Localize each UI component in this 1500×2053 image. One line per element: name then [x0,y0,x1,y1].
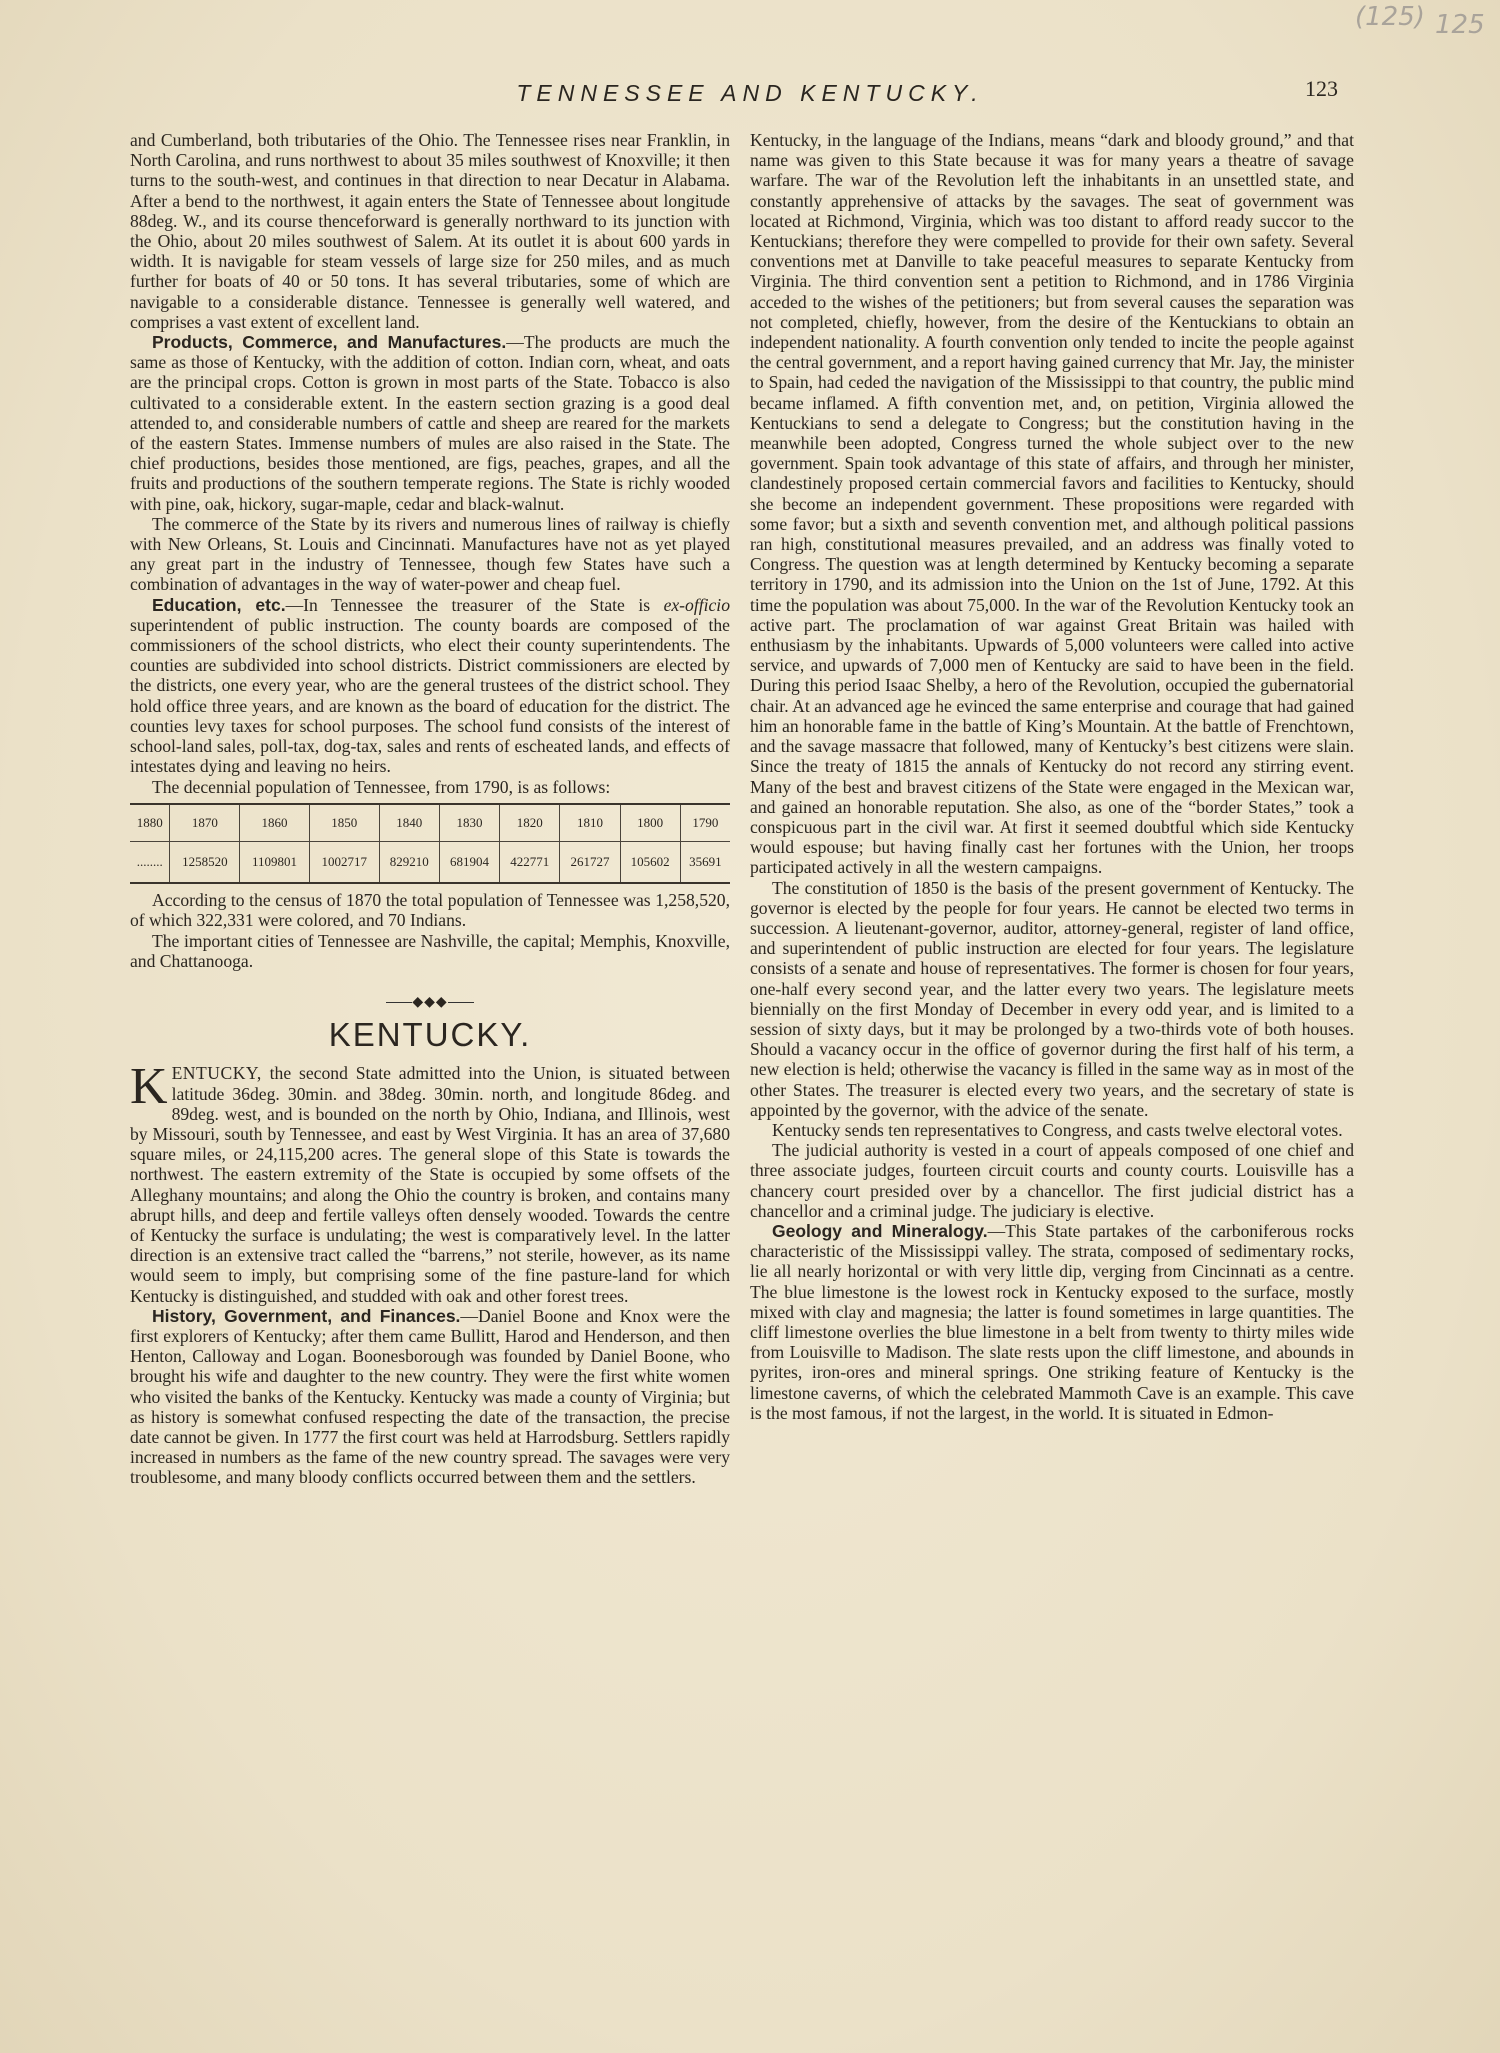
table-header-cell: 1880 [130,804,170,842]
table-header-cell: 1850 [309,804,379,842]
table-header-cell: 1830 [439,804,499,842]
paragraph-text: —In Tennessee the treasurer of the State is [285,594,664,615]
section-heading: Products, Commerce, and Manufactures. [152,332,507,353]
section-heading: Geology and Mineralogy. [772,1220,988,1241]
table-header-cell: 1790 [680,804,730,842]
ornament-divider: ◆◆◆ [130,993,730,1013]
table-header-cell: 1860 [240,804,309,842]
table-cell: 261727 [560,841,620,883]
table-cell: 1002717 [309,841,379,883]
population-table [130,803,730,884]
paragraph [130,1058,730,1306]
table-cell: 105602 [620,841,680,883]
italic-term: ex-officio [663,594,730,615]
lead-word: ENTUCKY, [171,1063,262,1084]
paragraph: and Cumberland, both tributaries of the Ohio. The Tennessee rises near Franklin, in North Carolina, and runs northwest to about 35 miles southwest of Knoxville; it then turns to the south-west, and continues in that direction to near Decatur in Alabama. After a bend to the northwest, it again enters the State of Tennessee about longitude 88deg. W., and its course thenceforward is generally northward to its junction with the Ohio, about 20 miles southwest of Salem. At its outlet it is about 600 yards in width. It is navigable for steam vessels of large size for 250 miles, and as much further for boats of 40 or 50 tons. It has several tributaries, some of which are navigable to a considerable distance. Tennessee is generally well watered, and comprises a vast extent of excellent land. [130,130,730,332]
table-header-cell: 1810 [560,804,620,842]
right-column [750,130,1354,1423]
table-cell: 681904 [439,841,499,883]
paragraph: The decennial population of Tennessee, from 1790, is as follows: [152,776,611,797]
section-heading: Education, etc. [152,594,286,615]
paragraph: Kentucky, in the language of the Indians, means “dark and bloody ground,” and that name was given to this State because it was for many years a theatre of savage warfare. The war of the Revolution left the inhabitants in an unsettled state, and constantly apprehensive of attacks by the savages. The seat of government was located at Richmond, Virginia, which was too distant to afford ready succor to the Kentuckians; therefore they were compelled to provide for their own safety. Several conventions met at Danville to take peaceful measures to separate Kentucky from Virginia. The third convention sent a petition to Richmond, and in 1786 Virginia acceded to the wishes of the petitioners; but from several causes the separation was not completed, chiefly, however, from the desire of the Kentuckians to obtain an independent nationality. A fourth convention only tended to incite the people against the central government, and a report having gained currency that Mr. Jay, the minister to Spain, had ceded the navigation of the Mississippi to that country, the public mind became inflamed. A fifth convention met, and, on petition, Virginia allowed the Kentuckians to send a delegate to Congress; but the constitution having in the meanwhile been adopted, Congress turned the whole subject over to the new government. Spain took advantage of this state of affairs, and through her minister, clandestinely proposed certain commercial favors and facilities to Kentucky, should she become an independent government. These propositions were regarded with some favor; but a sixth and seventh convention met, and although political passions ran high, constitutional measures prevailed, and an address was finally voted to Congress. The question was at length determined by Kentucky becoming a separate territory in 1790, and its admission into the Union on the 1st of June, 1792. At this time the population was about 75,000. In the war of the Revolution Kentucky took an active part. The proclamation of war against Great Britain was hailed with enthusiasm by the inhabitants. Upwards of 5,000 volunteers were called into active service, and upwards of 7,000 men of Kentucky are said to have been in the field. During this period Isaac Shelby, a hero of the Revolution, occupied the gubernatorial chair. At an advanced age he evinced the same enterprise and courage that had gained him an honorable fame in the battle of King’s Mountain. At the battle of Frenchtown, and the savage massacre that followed, many of Kentucky’s best citizens were slain. Since the treaty of 1815 the annals of Kentucky do not record any stirring event. Many of the best and bravest citizens of the State were engaged in the Mexican war, and gained an honorable reputation. She also, as one of the “border States,” took a conspicuous part in the civil war. At first it seemed doubtful which side Kentucky would espouse; but having finally cast her fortunes with the Union, her troops participated actively in all the western campaigns. [750,130,1354,878]
pencil-note-left: (125) [1355,2,1425,32]
table-cell: 1258520 [170,841,240,883]
table-cell: ........ [136,853,163,869]
table-row [130,841,730,883]
paragraph: According to the census of 1870 the total population of Tennessee was 1,258,520, of which 322,331 were colored, and 70 Indians. [130,890,730,931]
section-heading: History, Government, and Finances. [152,1305,461,1326]
paragraph-text: —The products are much the same as those of Kentucky, with the addition of cotton. Indian corn, wheat, and oats are the principal crops. Cotton is grown in most parts of the State. Tobacco is also cultivated to a considerable extent. In the eastern section grazing is a good deal attended to, and considerable numbers of cattle and sheep are reared for the markets of the eastern States. Immense numbers of mules are also raised in the State. The chief productions, besides those mentioned, are figs, peaches, grapes, and all the fruits and productions of the southern temperate regions. The State is richly wooded with pine, oak, hickory, sugar-maple, cedar and black-walnut. [130,332,730,514]
paragraph [750,1221,1354,1423]
paragraph: The important cities of Tennessee are Nashville, the capital; Memphis, Knoxville, and Chattanooga. [130,930,730,971]
section-title: KENTUCKY. [328,1016,532,1054]
paragraph-text: superintendent of public instruction. The county boards are composed of the commissioners of the school districts, who elect their county superintendents. The counties are subdivided into school districts. District commissioners are elected by the districts, one every year, who are the general trustees of the district school. They hold office three years, and are known as the board of education for the district. The counties levy taxes for school purposes. The school fund consists of the interest of school-land sales, poll-tax, dog-tax, sales and rents of escheated lands, and effects of intestates dying and leaving no heirs. [130,614,730,777]
table-header-cell: 1840 [379,804,439,842]
table-header-row [130,804,730,842]
table-cell: 829210 [379,841,439,883]
table-cell: 422771 [500,841,560,883]
paragraph-text: —This State partakes of the carboniferous rocks characteristic of the Mississippi valley. The strata, composed of sedimentary rocks, lie all nearly horizontal or with very little dip, verging from Cincinnati as a centre. The blue limestone is the lowest rock in Kentucky exposed to the surface, mostly mixed with clay and magnesia; the latter is found sometimes in large quantities. The cliff limestone overlies the blue limestone in a belt from twenty to thirty miles wide from Louisville to Madison. The slate rests upon the cliff limestone, and abounds in pyrites, iron-ores and mineral springs. One striking feature of Kentucky is the limestone caverns, of which the celebrated Mammoth Cave is an example. This cave is the most famous, if not the largest, in the world. It is situated in Edmon- [750,1220,1354,1423]
table-header-cell: 1870 [170,804,240,842]
table-header-cell: 1800 [620,804,680,842]
table-header-cell: 1820 [500,804,560,842]
paragraph: Kentucky sends ten representatives to Congress, and casts twelve electoral votes. [772,1119,1343,1140]
paragraph [130,1306,730,1488]
paragraph [130,595,730,777]
page-number: 123 [1305,76,1338,101]
pencil-note-right: 125 [1435,10,1485,40]
drop-cap: K [130,1058,168,1116]
paragraph: The judicial authority is vested in a court of appeals composed of one chief and three associate judges, fourteen circuit courts and county courts. Louisville has a chancery court presided over by a chancellor. The first judicial district has a chancellor and a criminal judge. The judiciary is elective. [750,1140,1354,1221]
paragraph: The commerce of the State by its rivers and numerous lines of railway is chiefly with New Orleans, St. Louis and Cincinnati. Manufactures have not as yet played any great part in the industry of Tennessee, though few States have such a combination of advantages in the way of water-power and cheap fuel. [130,513,730,595]
paragraph: The constitution of 1850 is the basis of the present government of Kentucky. The governor is elected by the people for four years. He cannot be elected two terms in succession. A lieutenant-governor, auditor, attorney-general, register of land office, and superintendent of public instruction are elected for four years. The legislature consists of a senate and house of representatives. The former is chosen for four years, one-half every second year, and the latter every two years. The legislature meets biennially on the first Monday of December in every odd year, and is limited to a session of sixty days, but it may be prolonged by a two-thirds vote of both houses. Should a vacancy occur in the office of governor during the first half of his term, a new election is held; otherwise the vacancy is filled in the same way as in most of the other States. The treasurer is elected every two years, and the secretary of state is appointed by the governor, with the advice of the senate. [750,877,1354,1120]
table-cell: 35691 [680,841,730,883]
paragraph-text: —Daniel Boone and Knox were the first explorers of Kentucky; after them came Bullitt, Harod and Henderson, and then Henton, Calloway and Logan. Boonesborough was founded by Daniel Boone, who brought his wife and daughter to the new country. They were the first white women who visited the banks of the Kentucky. Kentucky was made a county of Virginia; but as history is somewhat confused respecting the date of the transaction, the precise date cannot be given. In 1777 the first court was held at Harrodsburg. Settlers rapidly increased in numbers as the fame of the new country spread. The savages were very troublesome, and many bloody conflicts occurred between them and the settlers. [130,1305,731,1488]
table-cell: 1109801 [240,841,309,883]
paragraph [130,332,730,514]
paragraph-text: the second State admitted into the Union, is situated between latitude 36deg. 30min. and 38deg. 30min. north, and longitude 86deg. and 89deg. west, and is bounded on the north by Ohio, Indiana, and Illinois, west by Missouri, south by Tennessee, and east by West Virginia. It has an area of 37,680 square miles, or 24,115,200 acres. The general slope of this State is towards the northwest. The eastern extremity of the State is occupied by some offsets of the Alleghany mountains; and along the Ohio the country is broken, and contains many abrupt hills, and deep and fertile valleys often densely wooded. Towards the centre of Kentucky the surface is undulating; the west is comparatively level. In the latter direction is an extensive tract called the “barrens,” not sterile, however, as its name would seem to imply, but comprising some of the fine pasture-land for which Kentucky is distinguished, and studded with oak and other forest trees. [130,1063,730,1306]
left-column [130,130,730,1488]
running-head: TENNESSEE AND KENTUCKY. [516,80,984,106]
